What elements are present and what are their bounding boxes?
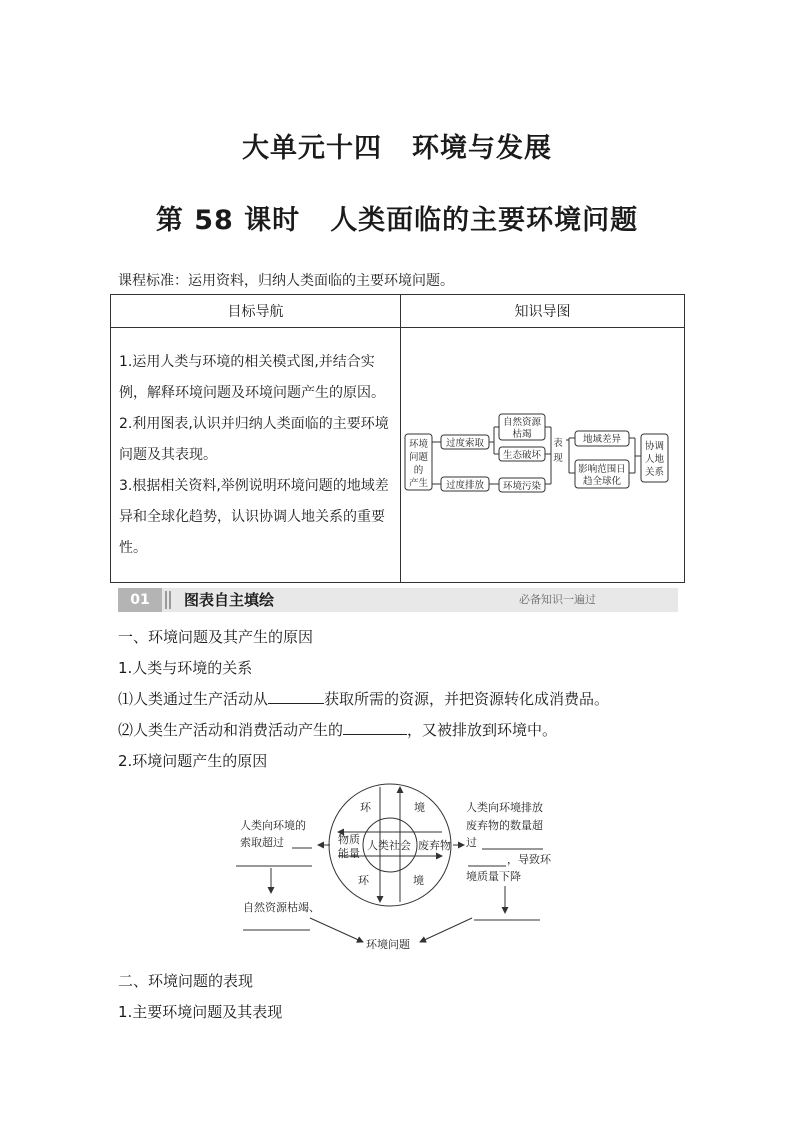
env-top-left: 环 (360, 801, 371, 814)
right-text-4: ，导致环 (507, 853, 551, 866)
mindmap-show-2: 现 (553, 453, 563, 464)
mindmap-eco: 生态破坏 (502, 450, 542, 461)
mindmap-coord-3: 关系 (644, 467, 665, 478)
section-title: 图表自主填绘 (184, 591, 275, 609)
lesson-number: 第 58 课时 (155, 205, 301, 236)
lesson-title (0, 198, 794, 237)
part1-sub1: 1.人类与环境的关系 (118, 659, 253, 677)
env-top-right: 境 (414, 801, 425, 814)
curriculum-standard: 课程标准：运用资料，归纳人类面临的主要环境问题。 (118, 273, 454, 289)
mindmap-show-1: 表 (553, 438, 563, 449)
left-text-2: 索取超过 (240, 836, 284, 849)
objective-3: 3.根据相关资料,举例说明环境问题的地域差异和全球化趋势，认识协调人地关系的重要性。 (119, 477, 389, 556)
lesson-name: 人类面临的主要环境问题 (330, 205, 639, 236)
resource-text: 自然资源枯竭、 (243, 901, 320, 914)
mindmap-resource-2: 枯竭 (512, 429, 532, 440)
unit-title (0, 126, 794, 165)
cause-diagram (0, 776, 794, 956)
mindmap-coord-1: 协调 (644, 441, 665, 452)
society-label: 人类社会 (367, 839, 411, 852)
mindmap-global-1: 影响范围日 (578, 464, 626, 475)
knowledge-mindmap (401, 328, 684, 578)
objective-2: 2.利用图表,认识并归纳人类面临的主要环境问题及其表现。 (119, 415, 389, 463)
objectives-header: 目标导航 (111, 295, 401, 328)
matter-label-1: 物质 (338, 833, 360, 846)
waste-label: 废弃物 (418, 839, 451, 852)
right-text-5: 境质量下降 (466, 870, 521, 883)
mindmap-root-4: 产生 (408, 478, 429, 489)
part2-sub1: 1.主要环境问题及其表现 (118, 1003, 283, 1021)
section-subtitle: 必备知识一遍过 (519, 593, 596, 606)
mindmap-root-3: 的 (413, 465, 424, 476)
part1-sub2: 2.环境问题产生的原因 (118, 752, 268, 770)
part1-item1: ⑴人类通过生产活动从 获取所需的资源，并把资源转化成消费品。 (118, 690, 610, 708)
env-bot-left: 环 (358, 874, 369, 887)
section-number: 01 (118, 588, 162, 612)
problem-text: 环境问题 (366, 938, 410, 951)
mindmap-regional: 地域差异 (582, 434, 622, 445)
mindmap-global-2: 趋全球化 (582, 476, 622, 487)
env-bot-right: 境 (413, 874, 424, 887)
part1-heading: 一、环境问题及其产生的原因 (118, 628, 314, 646)
mindmap-root-2: 问题 (408, 452, 429, 463)
matter-label-2: 能量 (338, 847, 360, 860)
left-text-1: 人类向环境的 (240, 819, 306, 832)
mindmap-root-1: 环境 (408, 439, 429, 450)
unit-number: 大单元十四 (242, 133, 382, 164)
objective-1: 1.运用人类与环境的相关模式图,并结合实例，解释环境问题及环境问题产生的原因。 (119, 353, 385, 401)
mindmap-header: 知识导图 (401, 295, 685, 328)
right-text-2: 废弃物的数量超 (466, 819, 543, 832)
mindmap-resource-1: 自然资源 (502, 417, 542, 428)
objectives-cell (111, 328, 401, 583)
mindmap-cell (401, 328, 685, 583)
part1-item2: ⑵人类生产活动和消费活动产生的 ，又被排放到环境中。 (118, 721, 558, 739)
unit-topic: 环境与发展 (412, 133, 552, 164)
fill-blank[interactable] (268, 689, 324, 704)
mindmap-coord-2: 人地 (644, 454, 665, 465)
section-banner (118, 588, 678, 612)
mindmap-pollution: 环境污染 (502, 481, 542, 492)
right-text-1: 人类向环境排放 (466, 801, 543, 814)
objectives-table (110, 294, 685, 583)
mindmap-over-emit: 过度排放 (445, 480, 485, 491)
mindmap-over-take: 过度索取 (445, 438, 485, 449)
part2-heading: 二、环境问题的表现 (118, 972, 254, 990)
right-text-3: 过 (466, 836, 477, 849)
fill-blank[interactable] (343, 720, 407, 735)
